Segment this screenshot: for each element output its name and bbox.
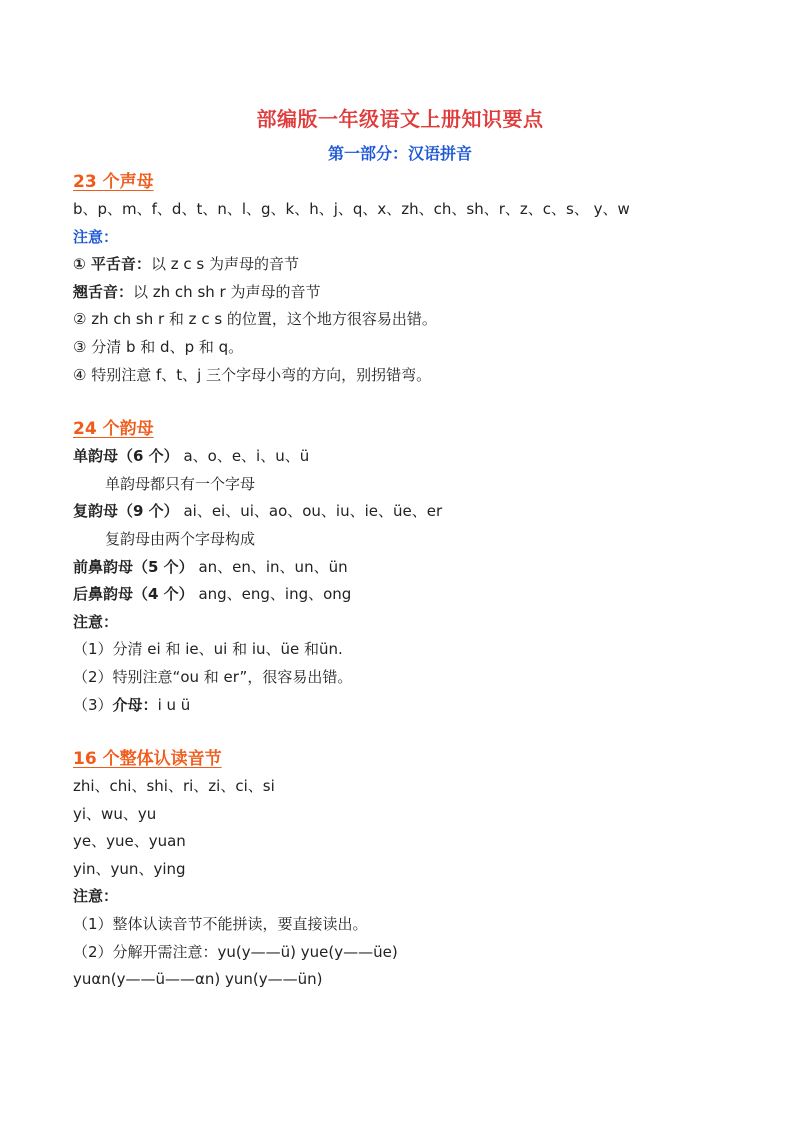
note-item (73, 279, 763, 307)
syllable-row: yi、wu、yu (73, 804, 157, 823)
note-item: yuαn(y——ü——αn) yun(y——ün) (73, 970, 323, 989)
note-item (73, 251, 763, 279)
finals-row (73, 498, 763, 526)
section-heading-initials: 23 个声母 (73, 172, 154, 192)
finals-row (73, 443, 763, 471)
note-item-text: 以 zh ch sh r 为声母的音节 (133, 282, 321, 301)
finals-row-label: 单韵母（6 个） (73, 447, 179, 466)
note-item-bold: 介母： (112, 695, 158, 714)
note-item-prefix: （3） (73, 695, 113, 714)
finals-row (73, 554, 763, 582)
syllable-row: yin、yun、ying (73, 859, 186, 878)
note-label: 注意： (73, 887, 119, 906)
finals-row-note: 复韵母由两个字母构成 (105, 529, 256, 548)
note-item: ② zh ch sh r 和 z c s 的位置，这个地方很容易出错。 (73, 310, 437, 329)
syllable-row: ye、yue、yuan (73, 832, 186, 851)
note-item: ④ 特别注意 f、t、j 三个字母小弯的方向，别拐错弯。 (73, 365, 432, 384)
initials-list: b、p、m、f、d、t、n、l、g、k、h、j、q、x、zh、ch、sh、r、z、c、s、 y、w (73, 200, 630, 218)
note-item: （2）分解开需注意：yu(y——ü) yue(y——üe) (73, 942, 398, 961)
note-item: （1）分清 ei 和 ie、ui 和 iu、üe 和ün. (73, 640, 343, 659)
note-item-text: 以 z c s 为声母的音节 (150, 255, 299, 274)
finals-row-label: 复韵母（9 个） (73, 502, 179, 521)
section-heading-whole-syllables: 16 个整体认读音节 (73, 749, 222, 770)
note-item (73, 692, 763, 720)
syllable-row: zhi、chi、shi、ri、zi、ci、si (73, 777, 275, 796)
finals-row-note: 单韵母都只有一个字母 (105, 474, 256, 493)
document-body (73, 168, 763, 994)
finals-row-values: ai、ei、ui、ao、ou、iu、ie、üe、er (183, 502, 443, 521)
document-subtitle: 第一部分：汉语拼音 (327, 144, 472, 163)
finals-row (73, 581, 763, 609)
note-item: （2）特别注意“ou 和 er”，很容易出错。 (73, 667, 353, 686)
document-title: 部编版一年级语文上册知识要点 (256, 107, 544, 131)
note-item-text: i u ü (157, 695, 191, 714)
note-item: （1）整体认读音节不能拼读，要直接读出。 (73, 915, 368, 934)
finals-row-values: ang、eng、ing、ong (198, 585, 352, 604)
finals-row-label: 前鼻韵母（5 个） (73, 557, 194, 576)
note-item: ③ 分清 b 和 d、p 和 q。 (73, 337, 244, 356)
finals-row-values: a、o、e、i、u、ü (183, 447, 310, 466)
note-item-bold: ① 平舌音： (73, 255, 151, 274)
section-heading-finals: 24 个韵母 (73, 419, 154, 440)
note-label: 注意： (73, 227, 119, 246)
note-label: 注意： (73, 612, 119, 631)
note-item-bold: 翘舌音： (73, 282, 134, 301)
finals-row-label: 后鼻韵母（4 个） (73, 585, 194, 604)
finals-row-values: an、en、in、un、ün (198, 557, 348, 576)
